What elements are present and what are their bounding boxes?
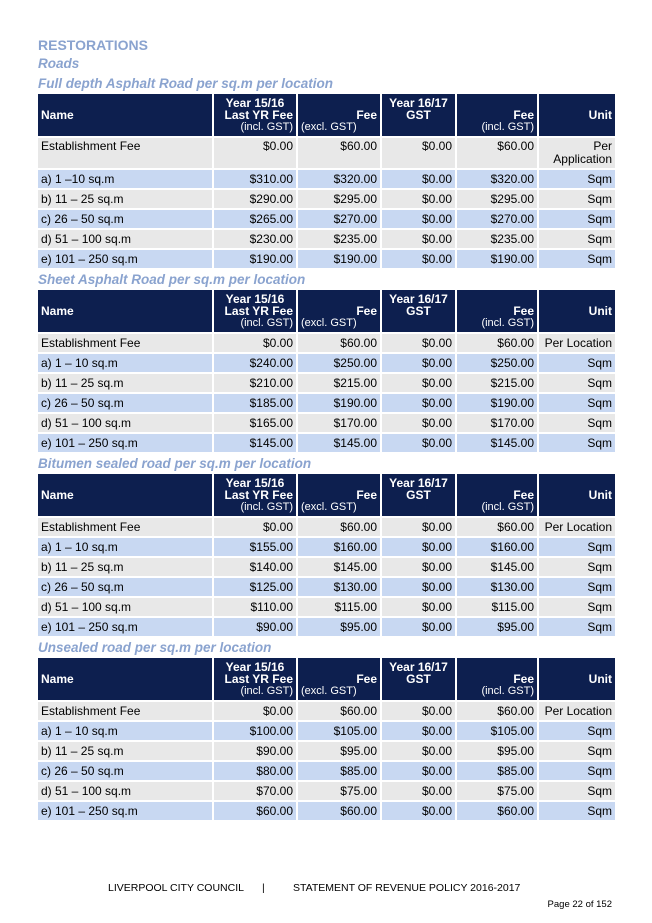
cell-fee-excl: $95.00 xyxy=(298,742,380,760)
col-header-name: Name xyxy=(38,94,212,136)
cell-gst: $0.00 xyxy=(382,334,455,352)
cell-name: c) 26 – 50 sq.m xyxy=(38,578,212,596)
col-header-unit: Unit xyxy=(539,474,615,516)
cell-last-yr-fee: $140.00 xyxy=(214,558,296,576)
cell-unit: Per Application xyxy=(539,138,615,168)
cell-name: c) 26 – 50 sq.m xyxy=(38,394,212,412)
col-header-fee-incl: Fee (incl. GST) xyxy=(457,290,537,332)
cell-unit: Sqm xyxy=(539,762,615,780)
cell-name: a) 1 – 10 sq.m xyxy=(38,354,212,372)
table-row xyxy=(38,374,615,392)
cell-last-yr-fee: $310.00 xyxy=(214,170,296,188)
cell-unit: Sqm xyxy=(539,394,615,412)
cell-last-yr-fee: $290.00 xyxy=(214,190,296,208)
cell-name: d) 51 – 100 sq.m xyxy=(38,230,212,248)
page-number: Page 22 of 152 xyxy=(547,899,612,910)
col-header-unit: Unit xyxy=(539,290,615,332)
cell-gst: $0.00 xyxy=(382,210,455,228)
cell-gst: $0.00 xyxy=(382,170,455,188)
cell-name: a) 1 –10 sq.m xyxy=(38,170,212,188)
cell-gst: $0.00 xyxy=(382,518,455,536)
cell-fee-excl: $320.00 xyxy=(298,170,380,188)
cell-last-yr-fee: $0.00 xyxy=(214,702,296,720)
cell-fee-incl: $95.00 xyxy=(457,618,537,636)
col-header-gst: Year 16/17 GST xyxy=(382,290,455,332)
cell-fee-incl: $60.00 xyxy=(457,802,537,820)
cell-fee-excl: $250.00 xyxy=(298,354,380,372)
table-row xyxy=(38,354,615,372)
cell-last-yr-fee: $185.00 xyxy=(214,394,296,412)
cell-fee-incl: $250.00 xyxy=(457,354,537,372)
fee-table xyxy=(36,474,617,638)
col-header-gst: Year 16/17 GST xyxy=(382,474,455,516)
cell-fee-incl: $160.00 xyxy=(457,538,537,556)
cell-gst: $0.00 xyxy=(382,230,455,248)
cell-fee-excl: $115.00 xyxy=(298,598,380,616)
cell-fee-incl: $190.00 xyxy=(457,250,537,268)
cell-unit: Sqm xyxy=(539,722,615,740)
fee-sections xyxy=(38,74,615,822)
cell-name: a) 1 – 10 sq.m xyxy=(38,538,212,556)
cell-name: c) 26 – 50 sq.m xyxy=(38,762,212,780)
cell-fee-excl: $145.00 xyxy=(298,558,380,576)
table-row xyxy=(38,558,615,576)
cell-fee-excl: $75.00 xyxy=(298,782,380,800)
col-header-gst: Year 16/17 GST xyxy=(382,658,455,700)
table-row xyxy=(38,722,615,740)
table-row xyxy=(38,210,615,228)
col-header-fee-excl: Fee (excl. GST) xyxy=(298,290,380,332)
cell-fee-excl: $145.00 xyxy=(298,434,380,452)
cell-gst: $0.00 xyxy=(382,394,455,412)
cell-fee-incl: $270.00 xyxy=(457,210,537,228)
cell-gst: $0.00 xyxy=(382,742,455,760)
cell-unit: Sqm xyxy=(539,598,615,616)
cell-unit: Sqm xyxy=(539,210,615,228)
col-header-fee-incl: Fee (incl. GST) xyxy=(457,474,537,516)
col-header-last-yr-fee: Year 15/16 Last YR Fee (incl. GST) xyxy=(214,658,296,700)
cell-gst: $0.00 xyxy=(382,722,455,740)
cell-fee-excl: $235.00 xyxy=(298,230,380,248)
cell-last-yr-fee: $165.00 xyxy=(214,414,296,432)
cell-fee-excl: $60.00 xyxy=(298,138,380,168)
table-row xyxy=(38,618,615,636)
cell-name: Establishment Fee xyxy=(38,334,212,352)
cell-name: d) 51 – 100 sq.m xyxy=(38,782,212,800)
section-title: Unsealed road per sq.m per location xyxy=(38,640,272,655)
cell-gst: $0.00 xyxy=(382,414,455,432)
cell-fee-excl: $105.00 xyxy=(298,722,380,740)
cell-gst: $0.00 xyxy=(382,374,455,392)
table-row xyxy=(38,782,615,800)
cell-fee-incl: $60.00 xyxy=(457,138,537,168)
table-row xyxy=(38,434,615,452)
cell-gst: $0.00 xyxy=(382,558,455,576)
cell-fee-excl: $85.00 xyxy=(298,762,380,780)
cell-fee-incl: $190.00 xyxy=(457,394,537,412)
cell-last-yr-fee: $110.00 xyxy=(214,598,296,616)
cell-fee-incl: $60.00 xyxy=(457,518,537,536)
cell-name: Establishment Fee xyxy=(38,138,212,168)
cell-name: e) 101 – 250 sq.m xyxy=(38,250,212,268)
footer-doc-title: STATEMENT OF REVENUE POLICY 2016-2017 xyxy=(293,882,521,894)
cell-unit: Sqm xyxy=(539,434,615,452)
cell-unit: Sqm xyxy=(539,742,615,760)
cell-fee-incl: $60.00 xyxy=(457,334,537,352)
table-row xyxy=(38,538,615,556)
cell-gst: $0.00 xyxy=(382,434,455,452)
cell-fee-incl: $95.00 xyxy=(457,742,537,760)
cell-fee-excl: $190.00 xyxy=(298,250,380,268)
col-header-name: Name xyxy=(38,290,212,332)
cell-fee-excl: $95.00 xyxy=(298,618,380,636)
cell-unit: Sqm xyxy=(539,170,615,188)
col-header-last-yr-fee: Year 15/16 Last YR Fee (incl. GST) xyxy=(214,94,296,136)
col-header-unit: Unit xyxy=(539,94,615,136)
cell-name: Establishment Fee xyxy=(38,518,212,536)
cell-last-yr-fee: $90.00 xyxy=(214,742,296,760)
cell-unit: Per Location xyxy=(539,702,615,720)
cell-unit: Sqm xyxy=(539,230,615,248)
table-header-row xyxy=(38,290,615,332)
table-row xyxy=(38,518,615,536)
cell-gst: $0.00 xyxy=(382,598,455,616)
section-title: Bitumen sealed road per sq.m per location xyxy=(38,456,312,471)
cell-fee-excl: $60.00 xyxy=(298,702,380,720)
cell-last-yr-fee: $125.00 xyxy=(214,578,296,596)
cell-gst: $0.00 xyxy=(382,702,455,720)
cell-name: b) 11 – 25 sq.m xyxy=(38,190,212,208)
cell-last-yr-fee: $0.00 xyxy=(214,518,296,536)
cell-fee-incl: $235.00 xyxy=(457,230,537,248)
cell-last-yr-fee: $70.00 xyxy=(214,782,296,800)
cell-fee-excl: $60.00 xyxy=(298,802,380,820)
col-header-unit: Unit xyxy=(539,658,615,700)
cell-unit: Sqm xyxy=(539,578,615,596)
cell-fee-incl: $295.00 xyxy=(457,190,537,208)
fee-table xyxy=(36,290,617,454)
cell-last-yr-fee: $0.00 xyxy=(214,334,296,352)
cell-last-yr-fee: $90.00 xyxy=(214,618,296,636)
table-row xyxy=(38,414,615,432)
cell-name: e) 101 – 250 sq.m xyxy=(38,618,212,636)
col-header-last-yr-fee: Year 15/16 Last YR Fee (incl. GST) xyxy=(214,290,296,332)
cell-fee-incl: $145.00 xyxy=(457,434,537,452)
cell-fee-excl: $295.00 xyxy=(298,190,380,208)
cell-fee-incl: $85.00 xyxy=(457,762,537,780)
cell-fee-excl: $160.00 xyxy=(298,538,380,556)
cell-last-yr-fee: $240.00 xyxy=(214,354,296,372)
col-header-last-yr-fee: Year 15/16 Last YR Fee (incl. GST) xyxy=(214,474,296,516)
table-row xyxy=(38,190,615,208)
fee-table xyxy=(36,658,617,822)
cell-gst: $0.00 xyxy=(382,782,455,800)
cell-last-yr-fee: $145.00 xyxy=(214,434,296,452)
cell-last-yr-fee: $230.00 xyxy=(214,230,296,248)
cell-gst: $0.00 xyxy=(382,618,455,636)
cell-unit: Sqm xyxy=(539,802,615,820)
cell-fee-excl: $60.00 xyxy=(298,334,380,352)
cell-gst: $0.00 xyxy=(382,138,455,168)
cell-name: b) 11 – 25 sq.m xyxy=(38,374,212,392)
table-row xyxy=(38,138,615,168)
page-heading: RESTORATIONS xyxy=(38,37,148,53)
page-content xyxy=(38,36,615,822)
table-row xyxy=(38,598,615,616)
cell-fee-incl: $215.00 xyxy=(457,374,537,392)
cell-unit: Sqm xyxy=(539,558,615,576)
col-header-fee-incl: Fee (incl. GST) xyxy=(457,94,537,136)
cell-unit: Sqm xyxy=(539,618,615,636)
section-title: Sheet Asphalt Road per sq.m per location xyxy=(38,272,306,287)
cell-gst: $0.00 xyxy=(382,802,455,820)
cell-fee-excl: $190.00 xyxy=(298,394,380,412)
cell-last-yr-fee: $0.00 xyxy=(214,138,296,168)
cell-fee-incl: $60.00 xyxy=(457,702,537,720)
cell-gst: $0.00 xyxy=(382,762,455,780)
cell-gst: $0.00 xyxy=(382,354,455,372)
col-header-name: Name xyxy=(38,658,212,700)
table-header-row xyxy=(38,658,615,700)
cell-fee-incl: $115.00 xyxy=(457,598,537,616)
cell-unit: Per Location xyxy=(539,334,615,352)
footer-separator: | xyxy=(262,882,265,894)
cell-gst: $0.00 xyxy=(382,538,455,556)
cell-last-yr-fee: $210.00 xyxy=(214,374,296,392)
table-row xyxy=(38,394,615,412)
cell-last-yr-fee: $60.00 xyxy=(214,802,296,820)
cell-gst: $0.00 xyxy=(382,250,455,268)
cell-name: a) 1 – 10 sq.m xyxy=(38,722,212,740)
cell-fee-incl: $75.00 xyxy=(457,782,537,800)
col-header-fee-incl: Fee (incl. GST) xyxy=(457,658,537,700)
col-header-fee-excl: Fee (excl. GST) xyxy=(298,94,380,136)
cell-last-yr-fee: $100.00 xyxy=(214,722,296,740)
section-title: Full depth Asphalt Road per sq.m per location xyxy=(38,76,334,91)
cell-name: b) 11 – 25 sq.m xyxy=(38,742,212,760)
col-header-name: Name xyxy=(38,474,212,516)
cell-fee-incl: $320.00 xyxy=(457,170,537,188)
cell-last-yr-fee: $155.00 xyxy=(214,538,296,556)
cell-fee-incl: $130.00 xyxy=(457,578,537,596)
table-row xyxy=(38,170,615,188)
cell-fee-excl: $270.00 xyxy=(298,210,380,228)
cell-fee-excl: $215.00 xyxy=(298,374,380,392)
cell-gst: $0.00 xyxy=(382,190,455,208)
table-header-row xyxy=(38,94,615,136)
cell-name: d) 51 – 100 sq.m xyxy=(38,414,212,432)
table-row xyxy=(38,334,615,352)
table-row xyxy=(38,230,615,248)
table-row xyxy=(38,762,615,780)
table-row xyxy=(38,742,615,760)
cell-name: e) 101 – 250 sq.m xyxy=(38,802,212,820)
cell-unit: Sqm xyxy=(539,538,615,556)
cell-unit: Sqm xyxy=(539,414,615,432)
cell-fee-incl: $145.00 xyxy=(457,558,537,576)
fee-table xyxy=(36,94,617,270)
table-header-row xyxy=(38,474,615,516)
cell-last-yr-fee: $265.00 xyxy=(214,210,296,228)
cell-unit: Sqm xyxy=(539,374,615,392)
cell-fee-incl: $105.00 xyxy=(457,722,537,740)
cell-name: d) 51 – 100 sq.m xyxy=(38,598,212,616)
footer-org: LIVERPOOL CITY COUNCIL xyxy=(108,882,244,894)
col-header-gst: Year 16/17 GST xyxy=(382,94,455,136)
table-row xyxy=(38,578,615,596)
cell-last-yr-fee: $190.00 xyxy=(214,250,296,268)
cell-unit: Sqm xyxy=(539,354,615,372)
cell-fee-excl: $60.00 xyxy=(298,518,380,536)
cell-gst: $0.00 xyxy=(382,578,455,596)
cell-unit: Per Location xyxy=(539,518,615,536)
cell-unit: Sqm xyxy=(539,782,615,800)
cell-unit: Sqm xyxy=(539,190,615,208)
cell-name: e) 101 – 250 sq.m xyxy=(38,434,212,452)
col-header-fee-excl: Fee (excl. GST) xyxy=(298,474,380,516)
cell-fee-excl: $130.00 xyxy=(298,578,380,596)
cell-unit: Sqm xyxy=(539,250,615,268)
page-subheading: Roads xyxy=(38,56,80,71)
cell-name: b) 11 – 25 sq.m xyxy=(38,558,212,576)
table-row xyxy=(38,702,615,720)
cell-name: Establishment Fee xyxy=(38,702,212,720)
table-row xyxy=(38,802,615,820)
col-header-fee-excl: Fee (excl. GST) xyxy=(298,658,380,700)
table-row xyxy=(38,250,615,268)
cell-last-yr-fee: $80.00 xyxy=(214,762,296,780)
cell-fee-excl: $170.00 xyxy=(298,414,380,432)
cell-fee-incl: $170.00 xyxy=(457,414,537,432)
cell-name: c) 26 – 50 sq.m xyxy=(38,210,212,228)
